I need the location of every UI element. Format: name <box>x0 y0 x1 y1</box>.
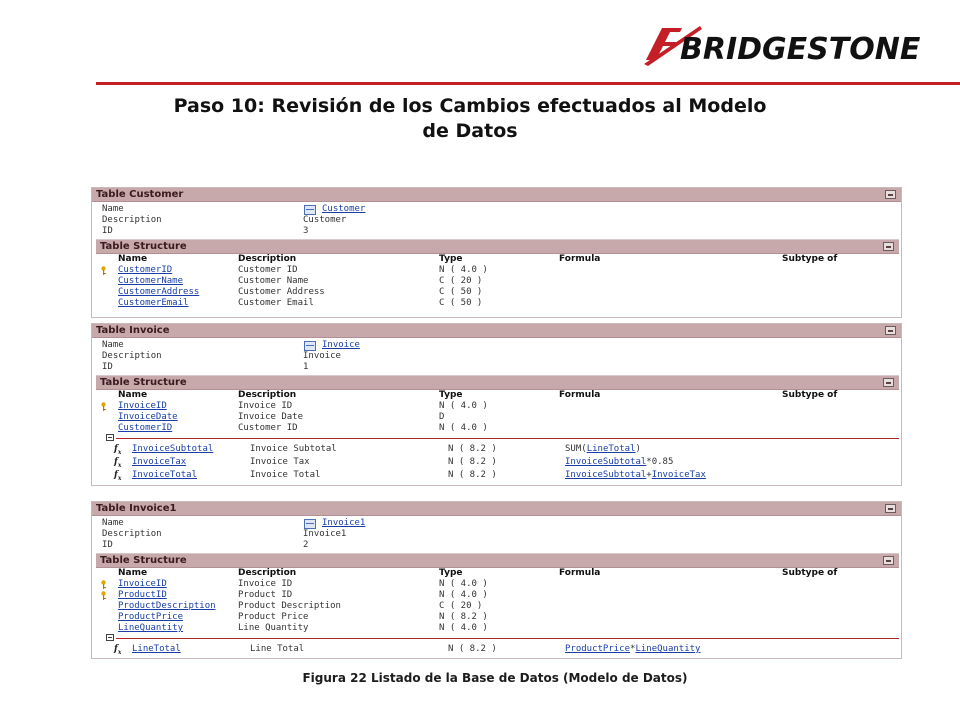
key-icon <box>100 580 107 589</box>
bridgestone-logo <box>640 20 920 68</box>
column-headers: Name Description Type Formula Subtype of <box>118 254 838 264</box>
collapse-icon[interactable] <box>885 504 896 513</box>
formula-row: $f_x$ InvoiceSubtotal Invoice Subtotal N ( 8.2 ) SUM(LineTotal) <box>114 444 641 456</box>
table-panel-invoice1 <box>91 501 902 659</box>
table-panel-invoice <box>91 323 902 486</box>
table-row: CustomerAddress Customer Address C ( 50 ) <box>118 287 483 297</box>
brand-wordmark: BRIDGESTONE <box>680 32 920 67</box>
key-icon <box>100 591 107 600</box>
info-row-name: Name Invoice <box>102 340 360 350</box>
table-name-link[interactable]: Invoice1 <box>322 518 366 528</box>
key-icon <box>100 402 107 411</box>
collapse-box-icon[interactable] <box>106 434 114 441</box>
table-structure: Table Structure Name Description Type Formula Subtype of CustomerID Customer ID N ( 4.0 ) CustomerName Customer Name C ( 20 ) CustomerAddress Customer Address C ( 50 ) CustomerEmail Customer Email C ( 50 ) <box>96 239 899 309</box>
collapse-icon[interactable] <box>883 242 894 251</box>
formula-icon: $f_x$ <box>114 644 122 656</box>
table-structure: Table Structure Name Description Type Formula Subtype of InvoiceID Invoice ID N ( 4.0 ) InvoiceDate Invoice Date D CustomerID Customer ID N ( 4.0 ) $f_x$ InvoiceSubtotal Invoice Subtotal N ( 8.2 ) SUM(LineTotal) $f_x$ InvoiceTax Invoice Tax N ( 8.2 ) InvoiceSubtotal*0.85 $f_x$ InvoiceTotal Invoice Total N ( 8.2 ) InvoiceSubtotal+InvoiceTax <box>96 375 899 481</box>
table-row: InvoiceID Invoice ID N ( 4.0 ) <box>96 401 899 412</box>
formula-separator <box>96 434 899 441</box>
formula-row: $f_x$ InvoiceTax Invoice Tax N ( 8.2 ) InvoiceSubtotal*0.85 <box>114 457 674 469</box>
table-row: CustomerName Customer Name C ( 20 ) <box>118 276 483 286</box>
formula-separator <box>96 634 899 641</box>
table-row: ProductDescription Product Description C ( 20 ) <box>118 601 483 611</box>
table-row: CustomerEmail Customer Email C ( 50 ) <box>118 298 483 308</box>
table-icon <box>304 519 316 529</box>
info-row-name: Name Customer <box>102 204 366 214</box>
formula-row: $f_x$ InvoiceTotal Invoice Total N ( 8.2 ) InvoiceSubtotal+InvoiceTax <box>114 470 706 482</box>
formula-icon: $f_x$ <box>114 470 122 482</box>
info-row-desc: Description Customer <box>102 215 347 225</box>
table-row: ProductPrice Product Price N ( 8.2 ) <box>118 612 488 622</box>
collapse-icon[interactable] <box>883 378 894 387</box>
table-row: CustomerID Customer ID N ( 4.0 ) <box>96 265 899 276</box>
table-name-link[interactable]: Invoice <box>322 340 360 350</box>
table-icon <box>304 205 316 215</box>
table-header: Table Invoice <box>92 324 901 338</box>
collapse-icon[interactable] <box>885 326 896 335</box>
table-icon <box>304 341 316 351</box>
info-row-id: ID 2 <box>102 540 309 550</box>
info-row-id: ID 3 <box>102 226 309 236</box>
slide-title: Paso 10: Revisión de los Cambios efectuados al Modelo de Datos <box>173 95 767 142</box>
info-row-id: ID 1 <box>102 362 309 372</box>
table-row: InvoiceID Invoice ID N ( 4.0 ) <box>96 579 899 590</box>
table-header: Table Customer <box>92 188 901 202</box>
table-panel-customer <box>91 187 902 318</box>
table-row: CustomerID Customer ID N ( 4.0 ) <box>118 423 488 433</box>
column-headers: Name Description Type Formula Subtype of <box>118 568 838 578</box>
formula-icon: $f_x$ <box>114 457 122 469</box>
table-row: LineQuantity Line Quantity N ( 4.0 ) <box>118 623 488 633</box>
column-headers: Name Description Type Formula Subtype of <box>118 390 838 400</box>
collapse-box-icon[interactable] <box>106 634 114 641</box>
info-row-name: Name Invoice1 <box>102 518 366 528</box>
collapse-icon[interactable] <box>883 556 894 565</box>
table-header: Table Invoice1 <box>92 502 901 516</box>
formula-icon: $f_x$ <box>114 444 122 456</box>
figure-caption: Figura 22 Listado de la Base de Datos (Modelo de Datos) <box>302 671 688 685</box>
info-row-desc: Description Invoice1 <box>102 529 347 539</box>
header-rule <box>96 82 960 85</box>
table-row: ProductID Product ID N ( 4.0 ) <box>96 590 899 601</box>
table-structure: Table Structure Name Description Type Formula Subtype of InvoiceID Invoice ID N ( 4.0 ) ProductID Product ID N ( 4.0 ) ProductDescription Product Description C ( 20 ) ProductPrice Product Price N ( 8.2 ) LineQuantity Line Quantity N ( 4.0 ) $f_x$ LineTotal Line Total N ( 8.2 ) ProductPrice*LineQuantity <box>96 553 899 655</box>
formula-row: $f_x$ LineTotal Line Total N ( 8.2 ) ProductPrice*LineQuantity <box>114 644 701 656</box>
key-icon <box>100 266 107 275</box>
table-row: InvoiceDate Invoice Date D <box>118 412 445 422</box>
collapse-icon[interactable] <box>885 190 896 199</box>
table-name-link[interactable]: Customer <box>322 204 366 214</box>
info-row-desc: Description Invoice <box>102 351 341 361</box>
